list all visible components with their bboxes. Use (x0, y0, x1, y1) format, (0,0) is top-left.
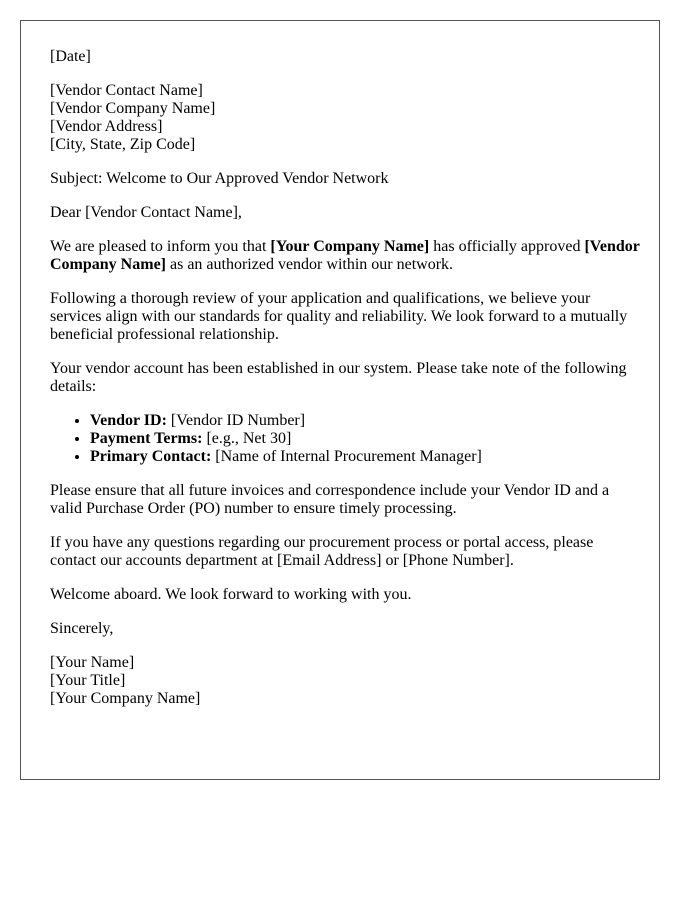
approval-text-part1: We are pleased to inform you that (50, 238, 271, 255)
detail-item-primary-contact (90, 448, 640, 466)
detail-value: [Name of Internal Procurement Manager] (211, 448, 482, 465)
letter-subject: Subject: Welcome to Our Approved Vendor Network (50, 170, 389, 187)
paragraph-account: Your vendor account has been established in our system. Please take note of the following details: (50, 360, 627, 395)
detail-item-payment-terms (90, 430, 640, 448)
paragraph-review: Following a thorough review of your application and qualifications, we believe your services align with our standards for quality and reliability. We look forward to a mutually beneficial professional relationship. (50, 290, 628, 343)
signature-title: [Your Title] (50, 672, 126, 689)
signature-company: [Your Company Name] (50, 690, 201, 707)
paragraph-approval (50, 238, 640, 274)
recipient-contact-name: [Vendor Contact Name] (50, 82, 203, 99)
signature-name: [Your Name] (50, 654, 135, 671)
recipient-address: [Vendor Address] (50, 118, 163, 135)
letter-body (50, 48, 640, 724)
detail-label: Vendor ID: (90, 412, 167, 429)
detail-value: [e.g., Net 30] (202, 430, 292, 447)
letter-closing: Sincerely, (50, 620, 114, 637)
paragraph-invoices: Please ensure that all future invoices and correspondence include your Vendor ID and a valid Purchase Order (PO) number to ensure timely processing. (50, 482, 610, 517)
recipient-city-state-zip: [City, State, Zip Code] (50, 136, 196, 153)
approval-text-part3: as an authorized vendor within our network. (166, 256, 454, 273)
detail-label: Payment Terms: (90, 430, 203, 447)
letter-salutation: Dear [Vendor Contact Name], (50, 204, 242, 221)
detail-label: Primary Contact: (90, 448, 212, 465)
detail-item-vendor-id (90, 412, 640, 430)
paragraph-questions: If you have any questions regarding our procurement process or portal access, please contact our accounts department at [Email Address] or [Phone Number]. (50, 534, 594, 569)
detail-value: [Vendor ID Number] (166, 412, 306, 429)
paragraph-welcome: Welcome aboard. We look forward to working with you. (50, 586, 412, 603)
approval-vendor-name: [Vendor Company Name] (50, 238, 640, 273)
signature-block (50, 654, 640, 708)
letter-date: [Date] (50, 48, 91, 65)
letter-page (20, 20, 660, 780)
recipient-address-block (50, 82, 640, 154)
approval-text-part2: has officially approved (429, 238, 585, 255)
recipient-company-name: [Vendor Company Name] (50, 100, 216, 117)
details-list (50, 412, 640, 466)
approval-company-name: [Your Company Name] (270, 238, 430, 255)
